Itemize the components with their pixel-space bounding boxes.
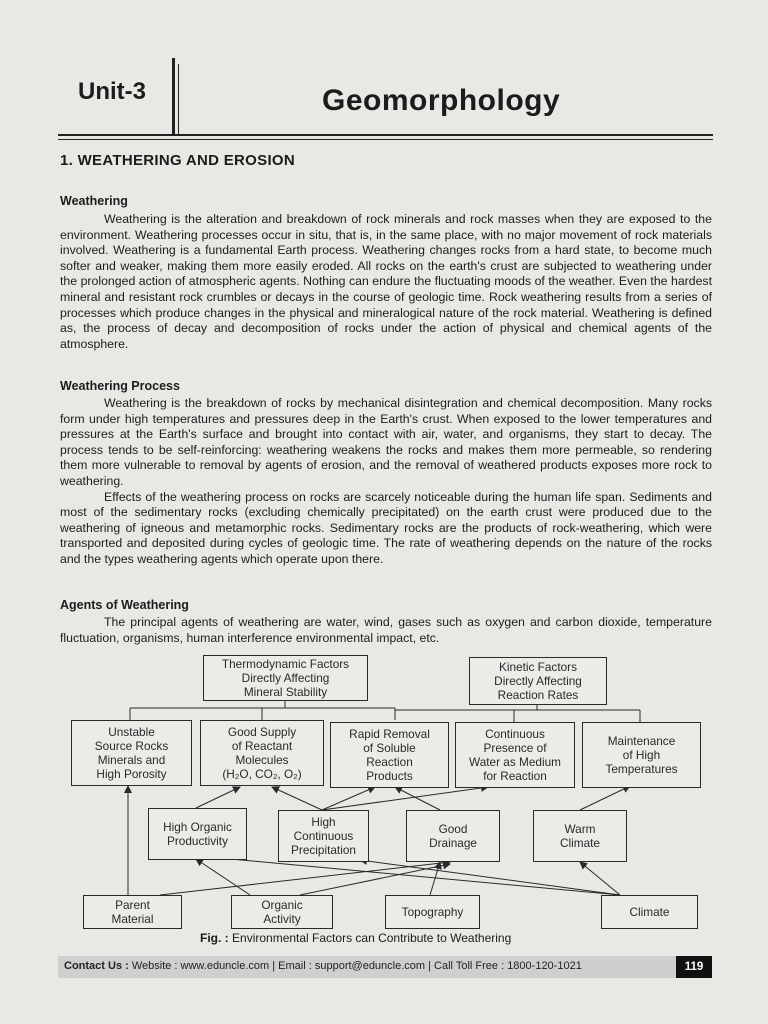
caption-label: Fig. : xyxy=(200,931,229,945)
process-text-1: Weathering is the breakdown of rocks by mechanical disintegration and chemical decomposition. Many rocks form under high temperatures and pressures deep in the Earth's crust. When exposed to the lower temperatures and pressures at the Earth's surface and brought into contact with air, water, and organisms, they start to decay. The process tends to be self-reinforcing: weathering weakens the rocks and makes them more permeable, so rendering them more vulnerable to removal by agents of erosion, and the removal of weathered products exposes more rock to weathering. xyxy=(60,396,712,488)
box-rapid-removal: Rapid Removal of Soluble Reaction Products xyxy=(330,722,449,788)
unit-label: Unit-3 xyxy=(78,78,146,105)
box-high-organic-productivity: High Organic Productivity xyxy=(148,808,247,860)
box-kinetic-factors: Kinetic Factors Directly Affecting Reaction Rates xyxy=(469,657,607,705)
footer-label: Contact Us : xyxy=(64,960,129,972)
weathering-heading: Weathering xyxy=(60,194,128,208)
footer-contact: Website : www.eduncle.com | Email : support@eduncle.com | Call Toll Free : 1800-120-1021 xyxy=(131,960,582,972)
arrow-climate-precip xyxy=(360,860,620,895)
process-text-2: Effects of the weathering process on rocks are scarcely noticeable during the human life span. Sediments and most of the sedimentary rocks (excluding chemically precipitated) on the earth crust were produced due to the weathering of igneous and metamorphic rocks. Sedimentary rocks are the products of rock-weathering, which were transported and deposited during cycles of geologic time. The rate of weathering depends on the nature of the rocks and the types weathering agents which operate upon there. xyxy=(60,489,712,566)
agents-heading: Agents of Weathering xyxy=(60,598,189,612)
section-title: 1. WEATHERING AND EROSION xyxy=(60,152,296,169)
box-thermodynamic-factors: Thermodynamic Factors Directly Affecting Mineral Stability xyxy=(203,655,368,701)
box-topography: Topography xyxy=(385,895,480,929)
arrow-organicprod-supply xyxy=(196,787,240,808)
agents-text: The principal agents of weathering are water, wind, gases such as oxygen and carbon dioxide, temperature fluctuation, organisms, human interference environmental impact, etc. xyxy=(60,615,712,645)
box-maintenance-temperature: Maintenance of High Temperatures xyxy=(582,722,701,788)
page-title: Geomorphology xyxy=(322,84,561,117)
box-high-precipitation: High Continuous Precipitation xyxy=(278,810,369,862)
arrow-warm-maintenance xyxy=(580,786,630,810)
box-parent-material: Parent Material xyxy=(83,895,182,929)
line-climate-organicprod xyxy=(220,858,620,895)
process-heading: Weathering Process xyxy=(60,379,180,393)
footer-text xyxy=(64,960,582,972)
page-number: 119 xyxy=(676,956,712,978)
footer-bar xyxy=(58,956,712,978)
caption-text: Environmental Factors can Contribute to Weathering xyxy=(232,931,512,945)
box-unstable-source-rocks: Unstable Source Rocks Minerals and High Porosity xyxy=(71,720,192,786)
arrow-precip-supply xyxy=(272,787,322,810)
arrow-precip-continuous xyxy=(322,787,488,810)
box-warm-climate: Warm Climate xyxy=(533,810,627,862)
box-organic-activity: Organic Activity xyxy=(231,895,333,929)
box-good-supply-reactants: Good Supply of Reactant Molecules (H₂O, CO₂, O₂) xyxy=(200,720,324,786)
box-continuous-water: Continuous Presence of Water as Medium for Reaction xyxy=(455,722,575,788)
arrow-parent-drainage xyxy=(160,862,450,895)
weathering-text: Weathering is the alteration and breakdown of rock minerals and rock masses when they are exposed to the environment. Weathering processes occur in situ, that is, in the same place, with no major movement of rock materials involved. Weathering is a fundamental Earth process. Weathering changes rocks from a hard state, to become much softer and weaker, making them more easily eroded. All rocks on the earth's crust are subjected to weathering under the prolonged action of atmospheric agents. Nothing can endure the fluctuating moods of the weather. Even the hardest mineral and resistant rock crumbles or decays in the course of geologic time. Rock weathering results from a series of processes which produce changes in the physical and mineralogical nature of the rock material. Weathering is defined as, the process of decay and decomposition of rocks under the action of physical and chemical agents of the atmosphere. xyxy=(60,212,712,351)
box-climate: Climate xyxy=(601,895,698,929)
figure-caption xyxy=(200,931,511,945)
box-good-drainage: Good Drainage xyxy=(406,810,500,862)
